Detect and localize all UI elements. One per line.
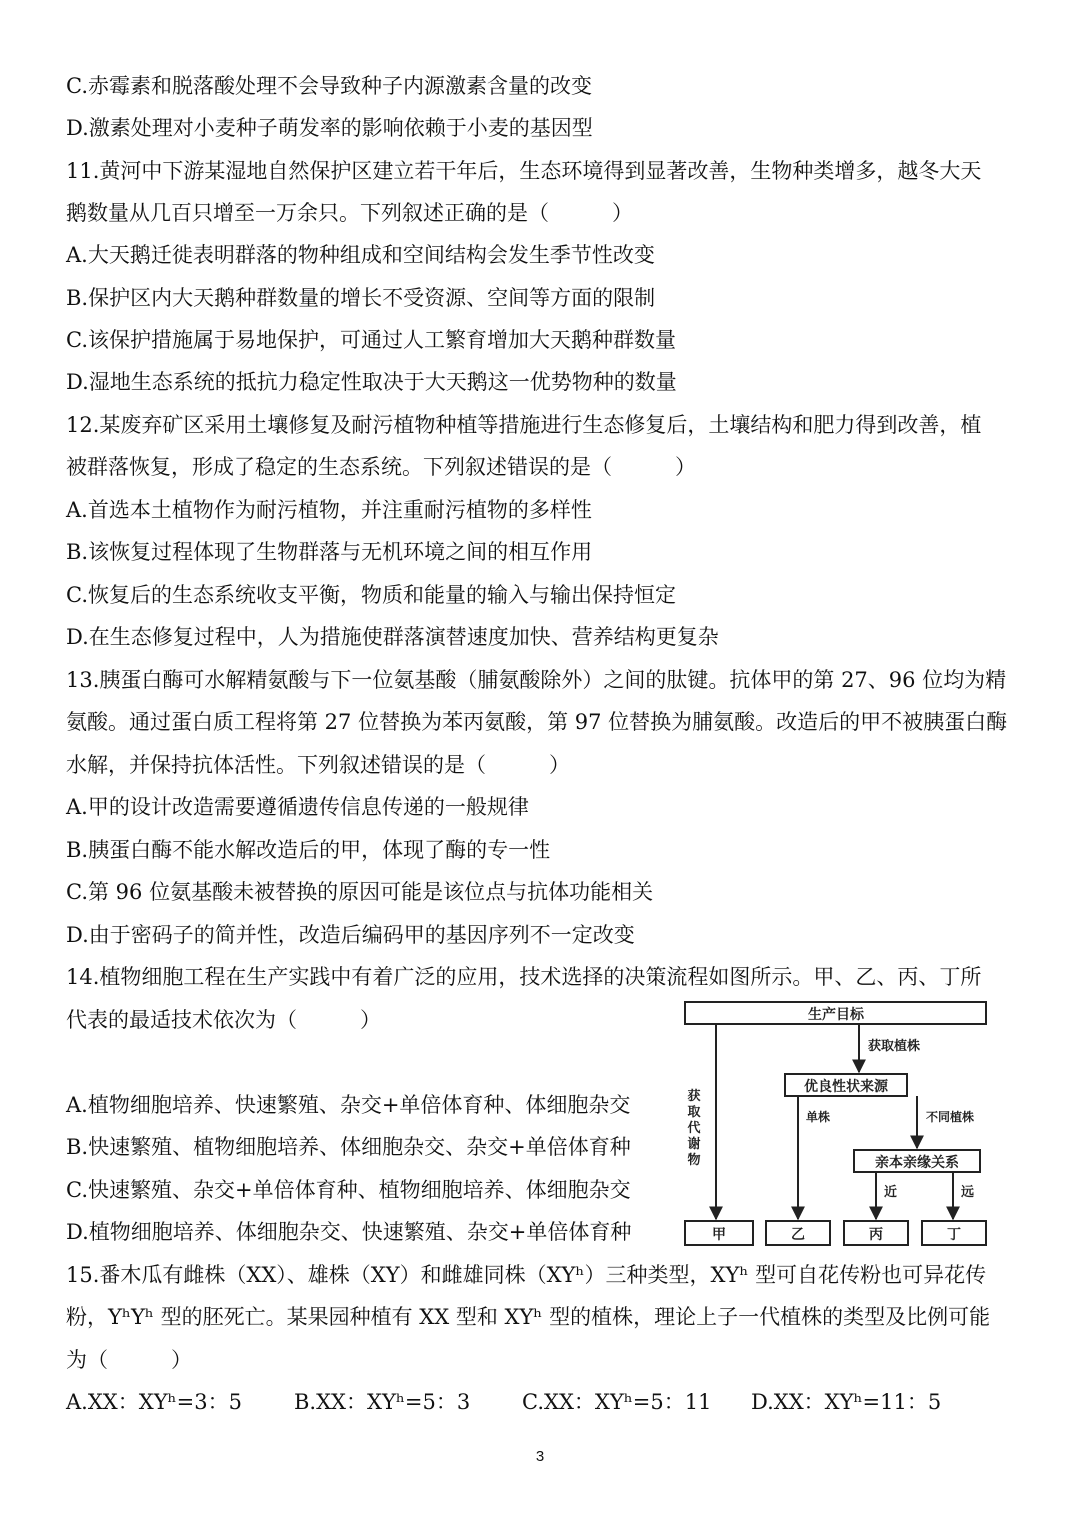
different-label: 不同植株 [926, 1110, 975, 1124]
text-line: C.赤霉素和脱落酸处理不会导致种子内源激素含量的改变 [66, 74, 592, 98]
text-line: D.由于密码子的简并性，改造后编码甲的基因序列不一定改变 [66, 923, 635, 947]
text-line: B.胰蛋白酶不能水解改造后的甲，体现了酶的专一性 [66, 838, 551, 862]
text-line: C.快速繁殖、杂交+单倍体育种、植物细胞培养、体细胞杂交 [66, 1178, 631, 1202]
output-ding: 丁 [947, 1227, 961, 1243]
text-line: D.湿地生态系统的抵抗力稳定性取决于大天鹅这一优势物种的数量 [66, 370, 677, 394]
text-line: 被群落恢复，形成了稳定的生态系统。下列叙述错误的是（ ） [66, 455, 696, 479]
text-line: 粉，YʰYʰ 型的胚死亡。某果园种植有 XX 型和 XYʰ 型的植株，理论上子一代植株的类型及比例可能 [66, 1305, 991, 1329]
q15-option: B.XX：XYʰ=5：3 [294, 1390, 471, 1414]
text-line: C.第 96 位氨基酸未被替换的原因可能是该位点与抗体功能相关 [66, 880, 654, 904]
text-line: 15.番木瓜有雌株（XX）、雄株（XY）和雌雄同株（XYʰ）三种类型，XYʰ 型可自花传粉也可异花传 [66, 1263, 987, 1287]
q15-option: A.XX：XYʰ=3：5 [66, 1390, 242, 1414]
text-line: 12.某废弃矿区采用土壤修复及耐污植物种植等措施进行生态修复后，土壤结构和肥力得到改善，植 [66, 413, 982, 437]
metabolite-char-4: 物 [687, 1153, 701, 1168]
goal-label: 生产目标 [808, 1007, 864, 1023]
text-line: A.首选本土植物作为耐污植物，并注重耐污植物的多样性 [66, 498, 592, 522]
text-line: C.恢复后的生态系统收支平衡，物质和能量的输入与输出保持恒定 [66, 583, 676, 607]
q15-option: C.XX：XYʰ=5：11 [522, 1390, 712, 1414]
text-line: C.该保护措施属于易地保护，可通过人工繁育增加大天鹅种群数量 [66, 328, 676, 352]
output-yi: 乙 [791, 1227, 805, 1243]
decision-flowchart [676, 990, 996, 1254]
page-number: 3 [535, 1448, 545, 1465]
relation-label: 亲本亲缘关系 [875, 1155, 959, 1171]
metabolite-char-2: 代 [687, 1121, 701, 1136]
metabolite-char-0: 获 [687, 1089, 701, 1104]
near-label: 近 [884, 1185, 898, 1200]
text-line: 鹅数量从几百只增至一万余只。下列叙述正确的是（ ） [66, 201, 633, 225]
text-line: B.该恢复过程体现了生物群落与无机环境之间的相互作用 [66, 540, 593, 564]
text-line: 代表的最适技术依次为（ ） [66, 1008, 381, 1032]
text-line: D.在生态修复过程中，人为措施使群落演替速度加快、营养结构更复杂 [66, 625, 719, 649]
text-line: 氨酸。通过蛋白质工程将第 27 位替换为苯丙氨酸，第 97 位替换为脯氨酸。改造后的甲不被胰蛋白酶 [66, 710, 1008, 734]
text-line: D.激素处理对小麦种子萌发率的影响依赖于小麦的基因型 [66, 116, 593, 140]
text-line: A.甲的设计改造需要遵循遗传信息传递的一般规律 [66, 795, 529, 819]
text-line: B.保护区内大天鹅种群数量的增长不受资源、空间等方面的限制 [66, 286, 656, 310]
text-line: D.植物细胞培养、体细胞杂交、快速繁殖、杂交+单倍体育种 [66, 1220, 632, 1244]
text-line: A.大天鹅迁徙表明群落的物种组成和空间结构会发生季节性改变 [66, 243, 655, 267]
text-line: 11.黄河中下游某湿地自然保护区建立若干年后，生态环境得到显著改善，生物种类增多，越冬大天 [66, 159, 982, 183]
output-bing: 丙 [869, 1227, 883, 1243]
trait-source-label: 优良性状来源 [804, 1079, 888, 1095]
output-jia: 甲 [712, 1227, 726, 1243]
text-line: 为（ ） [66, 1348, 192, 1372]
text-line: B.快速繁殖、植物细胞培养、体细胞杂交、杂交+单倍体育种 [66, 1135, 631, 1159]
far-label: 远 [961, 1185, 975, 1200]
single-label: 单株 [806, 1110, 831, 1124]
text-line: 13.胰蛋白酶可水解精氨酸与下一位氨基酸（脯氨酸除外）之间的肽键。抗体甲的第 27、96 位均为精 [66, 668, 1007, 692]
q15-option: D.XX：XYʰ=11：5 [751, 1390, 942, 1414]
text-line: 水解，并保持抗体活性。下列叙述错误的是（ ） [66, 753, 570, 777]
metabolite-char-1: 取 [687, 1105, 701, 1120]
metabolite-char-3: 谢 [687, 1137, 701, 1152]
text-line: A.植物细胞培养、快速繁殖、杂交+单倍体育种、体细胞杂交 [66, 1093, 631, 1117]
text-line: 14.植物细胞工程在生产实践中有着广泛的应用，技术选择的决策流程如图所示。甲、乙、丙、丁所 [66, 965, 982, 989]
get-plant-label: 获取植株 [868, 1039, 921, 1054]
